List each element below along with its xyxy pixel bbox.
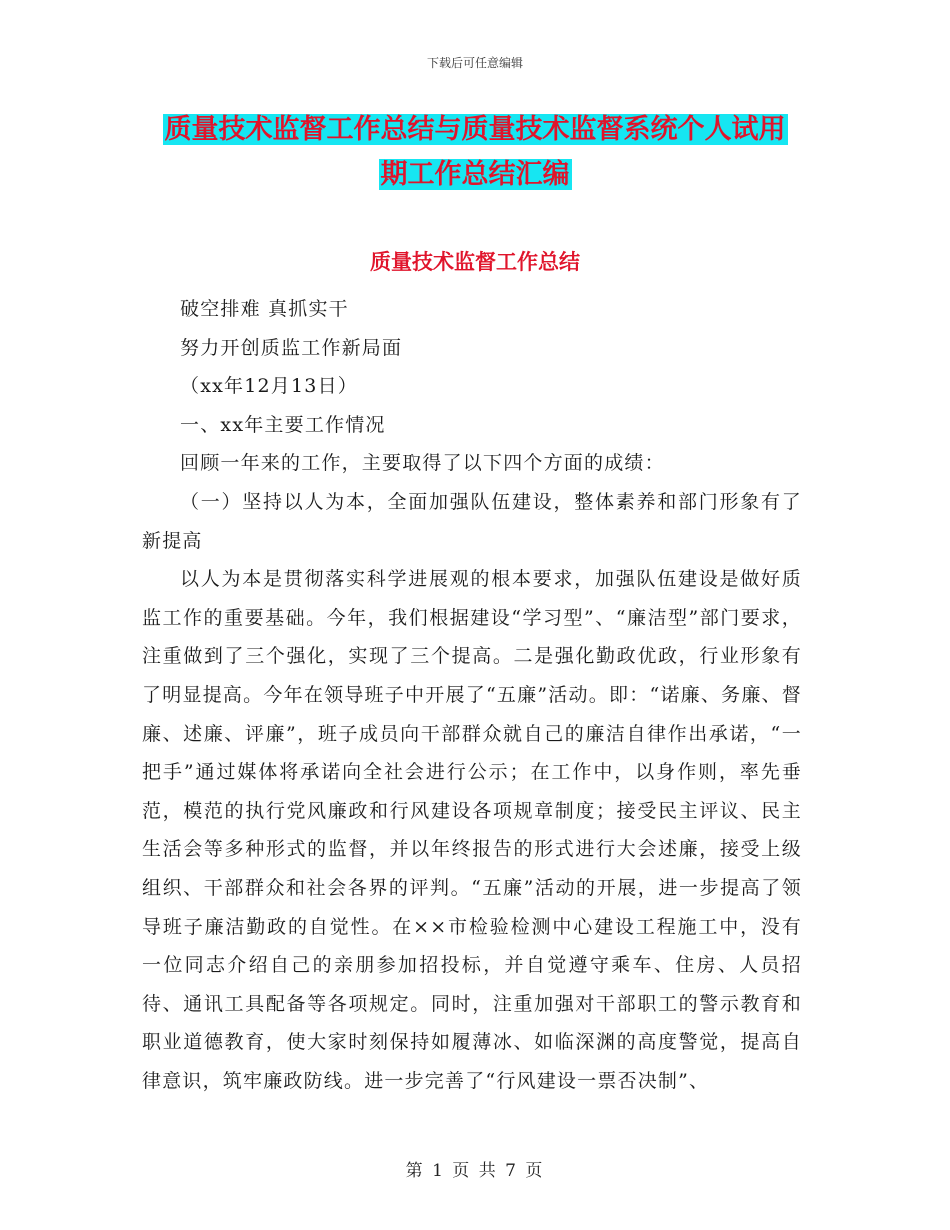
header-note: 下载后可任意编辑 — [426, 56, 523, 70]
section-title: 质量技术监督工作总结 — [370, 250, 580, 274]
document-title-line-2 — [0, 155, 950, 195]
paragraph-slogan-1: 破空排难 真抓实干 — [180, 298, 349, 320]
document-body — [142, 290, 802, 1100]
paragraph-body: 以人为本是贯彻落实科学进展观的根本要求，加强队伍建设是做好质监工作的重要基础。今年，我们根据建设“学习型”、“廉洁型”部门要求，注重做到了三个强化，实现了三个提高。二是强化勤政优政，行业形象有了明显提高。今年在领导班子中开展了“五廉”活动。即：“诺廉、务廉、督廉、述廉、评廉”，班子成员向干部群众就自己的廉洁自律作出承诺，“一把手”通过媒体将承诺向全社会进行公示；在工作中，以身作则，率先垂范，模范的执行党风廉政和行风建设各项规章制度；接受民主评议、民主生活会等多种形式的监督，并以年终报告的形式进行大会述廉，接受上级组织、干部群众和社会各界的评判。“五廉”活动的开展，进一步提高了领导班子廉洁勤政的自觉性。在××市检验检测中心建设工程施工中，没有一位同志介绍自己的亲朋参加招投标，并自觉遵守乘车、住房、人员招待、通讯工具配备等各项规定。同时，注重加强对干部职工的警示教育和职业道德教育，使大家时刻保持如履薄冰、如临深渊的高度警觉，提高自律意识，筑牢廉政防线。进一步完善了“行风建设一票否决制”、 — [142, 568, 802, 1092]
paragraph-heading-1: 一、xx年主要工作情况 — [180, 413, 386, 436]
paragraph-subheading-1: （一）坚持以人为本，全面加强队伍建设，整体素养和部门形象有了新提高 — [142, 490, 802, 552]
document-title-line-1 — [0, 110, 950, 150]
paragraph-date: （xx年12月13日） — [180, 375, 358, 398]
title-highlight: 期工作总结汇编 — [380, 159, 570, 190]
paragraph-slogan-2: 努力开创质监工作新局面 — [180, 336, 403, 359]
page-number: 第 1 页 共 7 页 — [405, 1161, 545, 1181]
title-highlight: 质量技术监督工作总结与质量技术监督系统个人试用 — [164, 114, 786, 145]
paragraph-intro: 回顾一年来的工作，主要取得了以下四个方面的成绩： — [180, 452, 665, 475]
